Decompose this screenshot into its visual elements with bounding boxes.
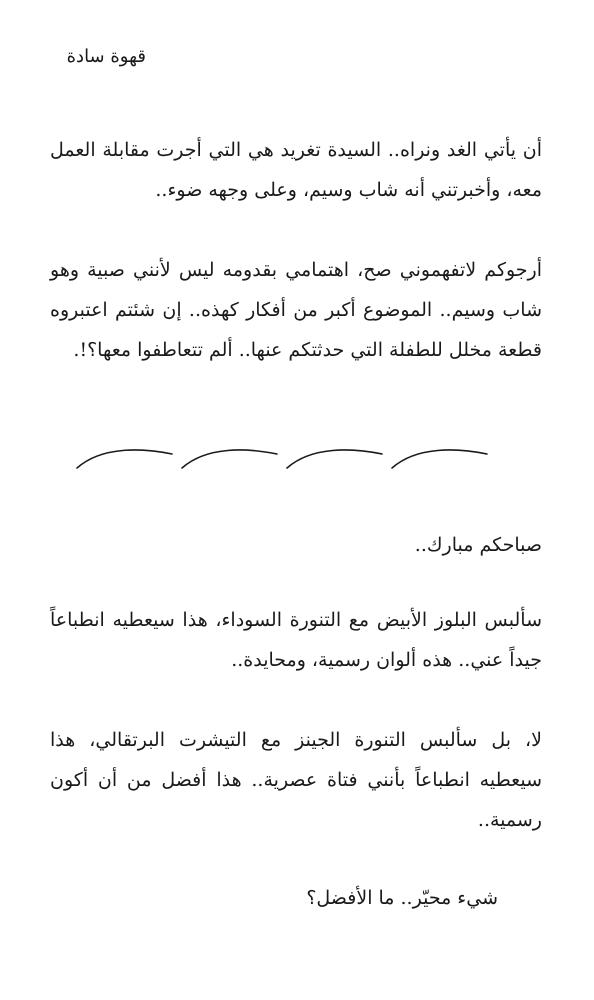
wave-2 [182, 450, 277, 468]
page-header-title: قهوة سادة [66, 46, 146, 67]
wave-4 [392, 450, 487, 468]
paragraph-6: شيء محيّر.. ما الأفضل؟ [306, 887, 498, 909]
wave-1 [77, 450, 172, 468]
paragraph-4: سألبس البلوز الأبيض مع التنورة السوداء، هذا سيعطيه انطباعاً جيداً عني.. هذه ألوان رسمية، ومحايدة.. [50, 609, 542, 671]
paragraph-1: أن يأتي الغد ونراه.. السيدة تغريد هي التي أجرت مقابلة العمل معه، وأخبرتني أنه شاب وسيم، وعلى وجهه ضوء.. [50, 139, 542, 201]
wave-divider-icon [72, 440, 492, 480]
paragraph-5: لا، بل سألبس التنورة الجينز مع التيشرت البرتقالي، هذا سيعطيه انطباعاً بأنني فتاة عصرية.. هذا أفضل من أن أكون رسمية.. [50, 729, 542, 831]
paragraph-2: أرجوكم لاتفهموني صح، اهتمامي بقدومه ليس لأنني صبية وهو شاب وسيم.. الموضوع أكبر من أفكار كهذه.. إن شئتم اعتبروه قطعة مخلل للطفلة التي حدثتكم عنها.. ألم تتعاطفوا معها؟!. [50, 259, 542, 361]
wave-3 [287, 450, 382, 468]
paragraph-3: صباحكم مبارك.. [414, 534, 542, 556]
